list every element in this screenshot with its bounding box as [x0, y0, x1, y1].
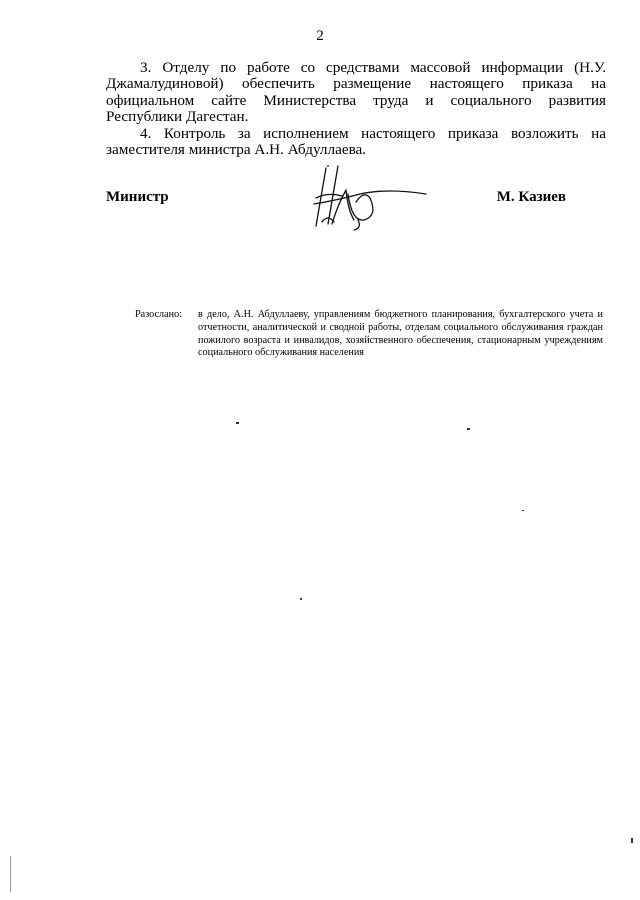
distribution-label: Разослано: — [135, 309, 183, 320]
distribution-recipients: в дело, А.Н. Абдуллаеву, управлениям бюджетного планирования, бухгалтерского учета и отчетности, аналитической и сводной работы, отделам социального обслуживания граждан пожилого возраста и инвалидов, хозяйственного обеспечения, стационарным учреждениям социального обслуживания населения — [198, 309, 603, 359]
page-number: 2 — [316, 28, 324, 44]
scan-speck — [631, 838, 633, 843]
scan-speck — [236, 422, 239, 424]
scan-speck — [467, 428, 470, 430]
scan-speck — [300, 598, 302, 600]
paragraph-3: 3. Отделу по работе со средствами массовой информации (Н.У. Джамалудиновой) обеспечить размещение настоящего приказа на официальном сайте Министерства труда и социального развития Республики Дагестан. — [106, 59, 606, 126]
signatory-title: Министр — [106, 189, 169, 205]
scan-speck — [522, 510, 524, 511]
signatory-name: М. Казиев — [496, 189, 566, 205]
scan-speck — [10, 856, 11, 892]
paragraph-4: 4. Контроль за исполнением настоящего приказа возложить на заместителя министра А.Н. Абдуллаева. — [106, 124, 606, 159]
handwritten-signature — [308, 164, 438, 234]
order-body — [106, 60, 606, 158]
